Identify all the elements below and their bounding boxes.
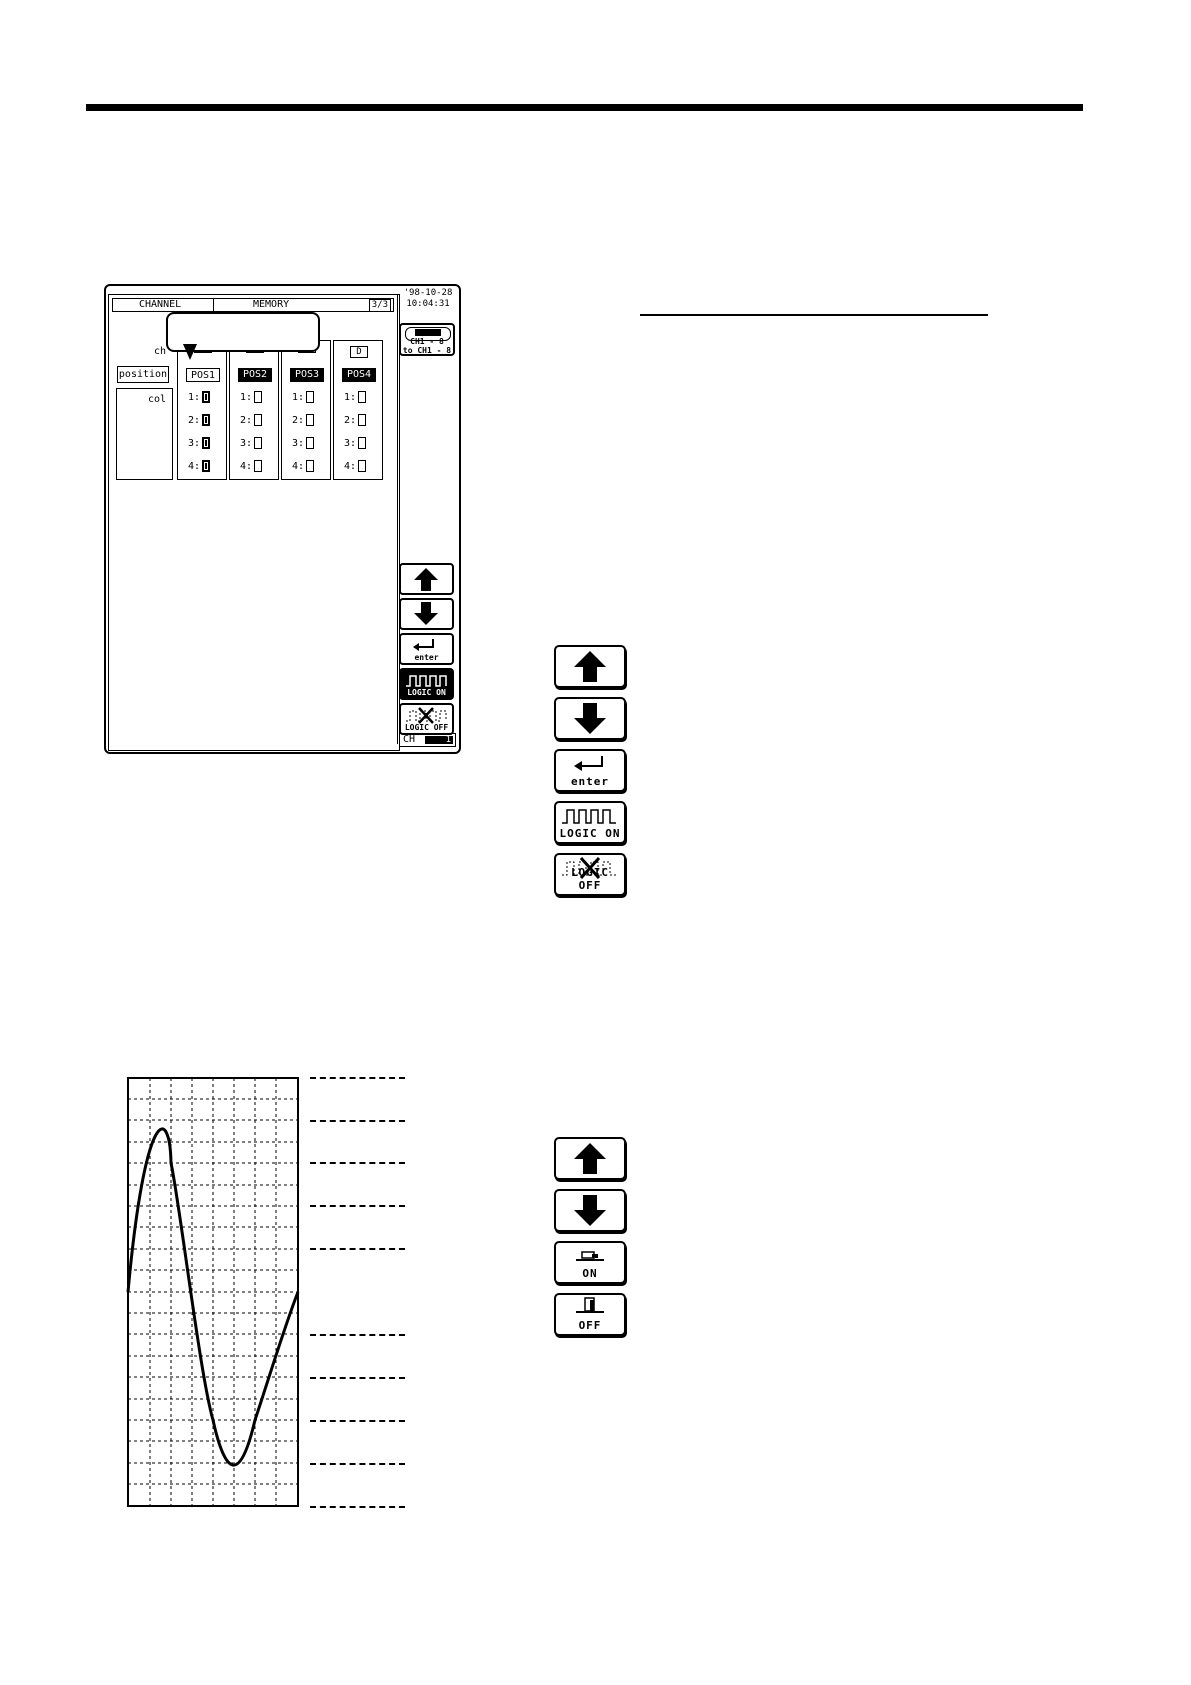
slot-row[interactable]: 4: bbox=[188, 460, 210, 473]
slot-row[interactable]: 2: bbox=[344, 414, 366, 427]
level-line bbox=[310, 1077, 405, 1079]
screen-down-button[interactable] bbox=[399, 598, 454, 630]
screen-logic-on-label: LOGIC ON bbox=[407, 688, 446, 697]
col-label: col bbox=[148, 394, 167, 405]
pulse-wave-icon bbox=[401, 670, 452, 690]
pos-button-4[interactable]: POS4 bbox=[342, 368, 376, 382]
level-line bbox=[310, 1506, 405, 1508]
enter-button[interactable] bbox=[554, 749, 626, 792]
slot-row[interactable]: 3: bbox=[344, 437, 366, 450]
logic-off-label: LOGIC OFF bbox=[570, 866, 610, 892]
pos-button-3[interactable]: POS3 bbox=[290, 368, 324, 382]
enter-icon bbox=[401, 635, 452, 655]
slot-row[interactable]: 1: bbox=[292, 391, 314, 404]
slot-row[interactable]: 3: bbox=[292, 437, 314, 450]
up-button[interactable] bbox=[554, 645, 626, 688]
slot-row[interactable]: 1: bbox=[344, 391, 366, 404]
screen-logic-on-button[interactable] bbox=[399, 668, 454, 700]
screen-logic-off-button[interactable] bbox=[399, 703, 454, 735]
slot-row[interactable]: 2: bbox=[188, 414, 210, 427]
level-line bbox=[310, 1120, 405, 1122]
screen-up-button[interactable] bbox=[399, 563, 454, 595]
up-arrow-icon bbox=[401, 565, 452, 593]
pos-button-2[interactable]: POS2 bbox=[238, 368, 272, 382]
datetime bbox=[398, 288, 458, 310]
on-button[interactable] bbox=[554, 1241, 626, 1284]
switch-on-icon bbox=[556, 1243, 624, 1269]
up-button-2[interactable] bbox=[554, 1137, 626, 1180]
page-indicator: 3/3 bbox=[369, 299, 391, 312]
ch-label: ch bbox=[154, 346, 167, 357]
slot-row[interactable]: 4: bbox=[344, 460, 366, 473]
ch-indicator-value: 1 bbox=[445, 735, 451, 745]
sidebar-divider bbox=[397, 294, 398, 744]
off-button[interactable] bbox=[554, 1293, 626, 1336]
screen-enter-button[interactable] bbox=[399, 633, 454, 665]
level-line bbox=[310, 1463, 405, 1465]
waveform-grid-illustration bbox=[120, 1075, 305, 1510]
channel-column-c[interactable] bbox=[281, 340, 331, 480]
screen-header bbox=[112, 298, 394, 312]
callout-tail bbox=[183, 344, 197, 360]
down-button[interactable] bbox=[554, 697, 626, 740]
switch-off-icon bbox=[556, 1295, 624, 1321]
off-label: OFF bbox=[578, 1319, 602, 1332]
down-arrow-icon bbox=[556, 1191, 624, 1230]
on-label: ON bbox=[582, 1267, 598, 1280]
up-arrow-icon bbox=[556, 1139, 624, 1178]
channel-column-a[interactable] bbox=[177, 340, 227, 480]
level-line bbox=[310, 1205, 405, 1207]
slot-row[interactable]: 2: bbox=[292, 414, 314, 427]
time-text: 10:04:31 bbox=[406, 299, 450, 309]
slot-row[interactable]: 3: bbox=[188, 437, 210, 450]
down-button-2[interactable] bbox=[554, 1189, 626, 1232]
ch-indicator bbox=[399, 733, 456, 747]
enter-label: enter bbox=[570, 775, 610, 788]
level-line bbox=[310, 1248, 405, 1250]
top-rule bbox=[86, 104, 1083, 111]
position-button[interactable]: position bbox=[117, 366, 169, 383]
level-line bbox=[310, 1377, 405, 1379]
channel-column-b[interactable] bbox=[229, 340, 279, 480]
date-text: '98-10-28 bbox=[403, 288, 453, 298]
screen-enter-label: enter bbox=[414, 653, 439, 662]
channel-column-d[interactable] bbox=[333, 340, 383, 480]
ch-indicator-label: CH bbox=[403, 734, 416, 745]
logic-off-button[interactable] bbox=[554, 853, 626, 896]
underline-rule bbox=[640, 314, 988, 316]
slot-row[interactable]: 3: bbox=[240, 437, 262, 450]
header-memory: MEMORY bbox=[253, 299, 290, 310]
channel-switch-line2: to CH1 - 8 bbox=[402, 346, 452, 355]
channel-switch-button[interactable] bbox=[399, 323, 455, 356]
channel-head-d: D bbox=[350, 346, 368, 358]
level-line bbox=[310, 1162, 405, 1164]
down-arrow-icon bbox=[401, 600, 452, 628]
channel-switch-line1: CH1 - 8 bbox=[410, 337, 444, 346]
slot-row[interactable]: 1: bbox=[188, 391, 210, 404]
logic-on-button[interactable] bbox=[554, 801, 626, 844]
enter-icon bbox=[556, 751, 624, 777]
slot-row[interactable]: 2: bbox=[240, 414, 262, 427]
slot-row[interactable]: 1: bbox=[240, 391, 262, 404]
screen-logic-off-label: LOGIC OFF bbox=[404, 723, 449, 732]
header-channel: CHANNEL bbox=[139, 299, 182, 310]
sine-wave bbox=[128, 1129, 298, 1465]
down-arrow-icon bbox=[556, 699, 624, 738]
level-line bbox=[310, 1420, 405, 1422]
slot-row[interactable]: 4: bbox=[292, 460, 314, 473]
pulse-off-icon bbox=[401, 705, 452, 725]
up-arrow-icon bbox=[556, 647, 624, 686]
logic-on-label: LOGIC ON bbox=[559, 827, 621, 840]
pos-button-1[interactable]: POS1 bbox=[186, 368, 220, 382]
pulse-wave-icon bbox=[556, 803, 624, 829]
slot-row[interactable]: 4: bbox=[240, 460, 262, 473]
level-line bbox=[310, 1334, 405, 1336]
